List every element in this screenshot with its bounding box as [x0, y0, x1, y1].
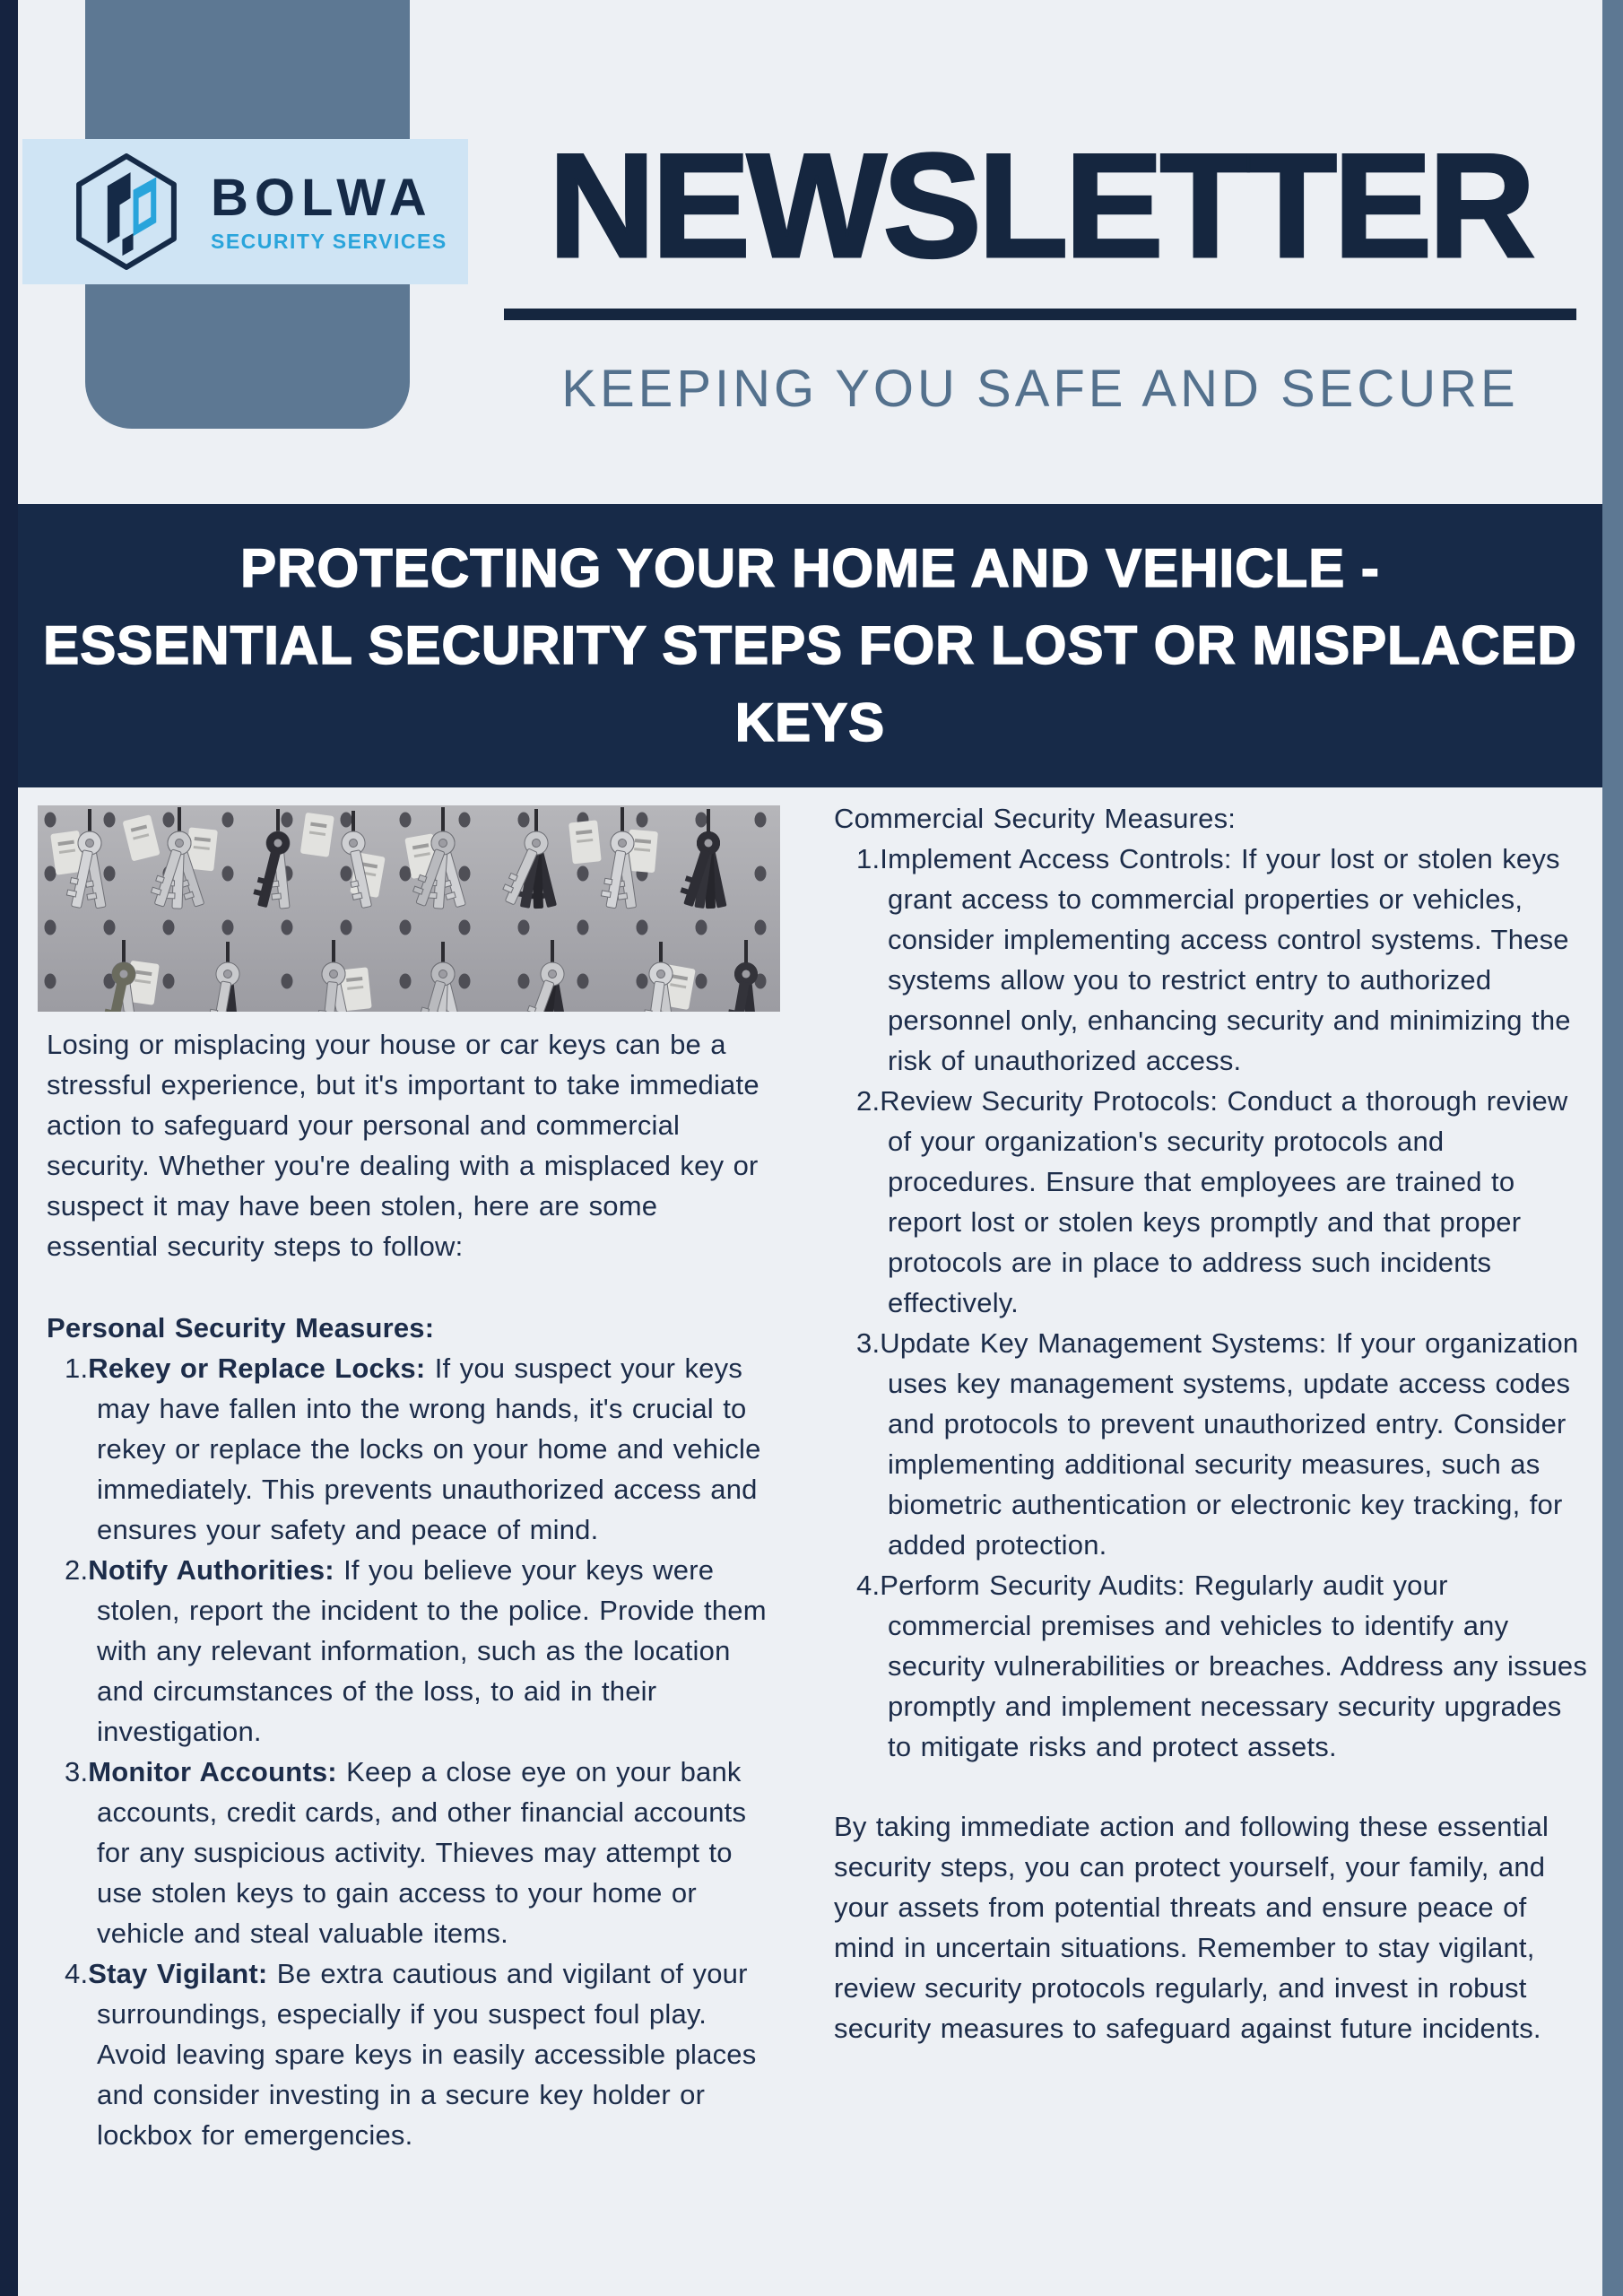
item-lead: Stay Vigilant: — [88, 1958, 268, 1989]
item-text: Be extra cautious and vigilant of your surroundings, especially if you suspect foul play. Avoid leaving spare keys in easily accessible places and consider investing in a secure key holder or lockbox for emergencies. — [97, 1958, 757, 2151]
item-number: 3. — [856, 1327, 881, 1359]
right-edge-strip — [1602, 0, 1623, 2296]
item-text: If your organization uses key management systems, update access codes and protocols to prevent unauthorized entry. Consider implementing additional security measures, such as biometric authentication or electronic key tracking, for added protection. — [888, 1327, 1579, 1561]
item-text: Keep a close eye on your bank accounts, credit cards, and other financial accounts for any suspicious activity. Thieves may attempt to use stolen keys to gain access to your home or vehicle and steal valuable items. — [97, 1756, 747, 1949]
list-item — [38, 1953, 782, 2155]
item-number: 1. — [65, 1352, 89, 1384]
item-number: 4. — [65, 1958, 89, 1989]
logo-name: BOLWA — [211, 168, 433, 227]
logo — [22, 139, 468, 284]
list-item — [38, 1348, 782, 1550]
item-lead: Implement Access Controls: — [880, 843, 1232, 874]
personal-measures-heading: Personal Security Measures: — [47, 1312, 435, 1344]
commercial-measures-list — [834, 839, 1592, 1767]
headline-banner — [18, 504, 1602, 787]
item-number: 2. — [65, 1554, 89, 1586]
headline-line-3: KEYS — [734, 692, 886, 752]
outro-paragraph: By taking immediate action and following these essential security steps, you can protect yourself, your family, and your assets from potential threats and ensure peace of mind in uncertain situations. Remember to stay vigilant, review security protocols regularly, and invest in robust security measures to safeguard against future incidents. — [834, 1811, 1549, 2044]
logo-tagline: SECURITY SERVICES — [211, 229, 447, 253]
item-lead: Notify Authorities: — [88, 1554, 334, 1586]
intro-paragraph: Losing or misplacing your house or car keys can be a stressful experience, but it's important to take immediate action to safeguard your personal and commercial security. Whether you're dealing with a misplaced key or suspect it may have been stolen, here are some essential security steps to follow: — [47, 1029, 759, 1262]
hexagon-security-icon — [65, 151, 187, 273]
item-text: Conduct a thorough review of your organization's security protocols and procedures. Ensure that employees are trained to report lost or stolen keys promptly and that proper protocols are in place to address such incidents effectively. — [888, 1085, 1568, 1318]
item-number: 2. — [856, 1085, 881, 1117]
item-lead: Update Key Management Systems: — [880, 1327, 1327, 1359]
personal-measures-list — [38, 1348, 782, 2155]
left-column — [38, 805, 782, 2155]
headline-line-1: PROTECTING YOUR HOME AND VEHICLE - — [240, 538, 1380, 598]
item-number: 4. — [856, 1570, 881, 1601]
item-text: Regularly audit your commercial premises and vehicles to identify any security vulnerabilities or breaches. Address any issues promptly and implement necessary security upgrades to mitigate risks and protect assets. — [888, 1570, 1588, 1762]
list-item — [834, 839, 1592, 1081]
keys-photo — [38, 805, 780, 1012]
headline-line-2: ESSENTIAL SECURITY STEPS FOR LOST OR MISPLACED — [43, 615, 1577, 675]
item-lead: Rekey or Replace Locks: — [88, 1352, 426, 1384]
left-edge-strip — [0, 0, 18, 2296]
item-number: 3. — [65, 1756, 89, 1787]
item-text: If your lost or stolen keys grant access to commercial properties or vehicles, consider implementing access control systems. These systems allow you to restrict entry to authorized personnel only, enhancing security and minimizing the risk of unauthorized access. — [888, 843, 1571, 1076]
page-title: NEWSLETTER — [548, 123, 1532, 288]
commercial-measures-heading: Commercial Security Measures: — [834, 803, 1237, 834]
list-item — [38, 1550, 782, 1752]
logo-text — [211, 168, 447, 253]
item-lead: Monitor Accounts: — [88, 1756, 337, 1787]
page-subtitle: KEEPING YOU SAFE AND SECURE — [561, 360, 1519, 418]
item-lead: Review Security Protocols: — [880, 1085, 1219, 1117]
item-text: If you believe your keys were stolen, report the incident to the police. Provide them with any relevant information, such as the location and circumstances of the loss, to aid in their investigation. — [97, 1554, 767, 1747]
right-column — [834, 798, 1592, 2048]
list-item — [834, 1081, 1592, 1323]
item-text: If you suspect your keys may have fallen into the wrong hands, it's crucial to rekey or replace the locks on your home and vehicle immediately. This prevents unauthorized access and ensures your safety and peace of mind. — [97, 1352, 761, 1545]
title-underline — [504, 309, 1576, 320]
list-item — [38, 1752, 782, 1953]
item-lead: Perform Security Audits: — [880, 1570, 1185, 1601]
list-item — [834, 1565, 1592, 1767]
item-number: 1. — [856, 843, 881, 874]
list-item — [834, 1323, 1592, 1565]
